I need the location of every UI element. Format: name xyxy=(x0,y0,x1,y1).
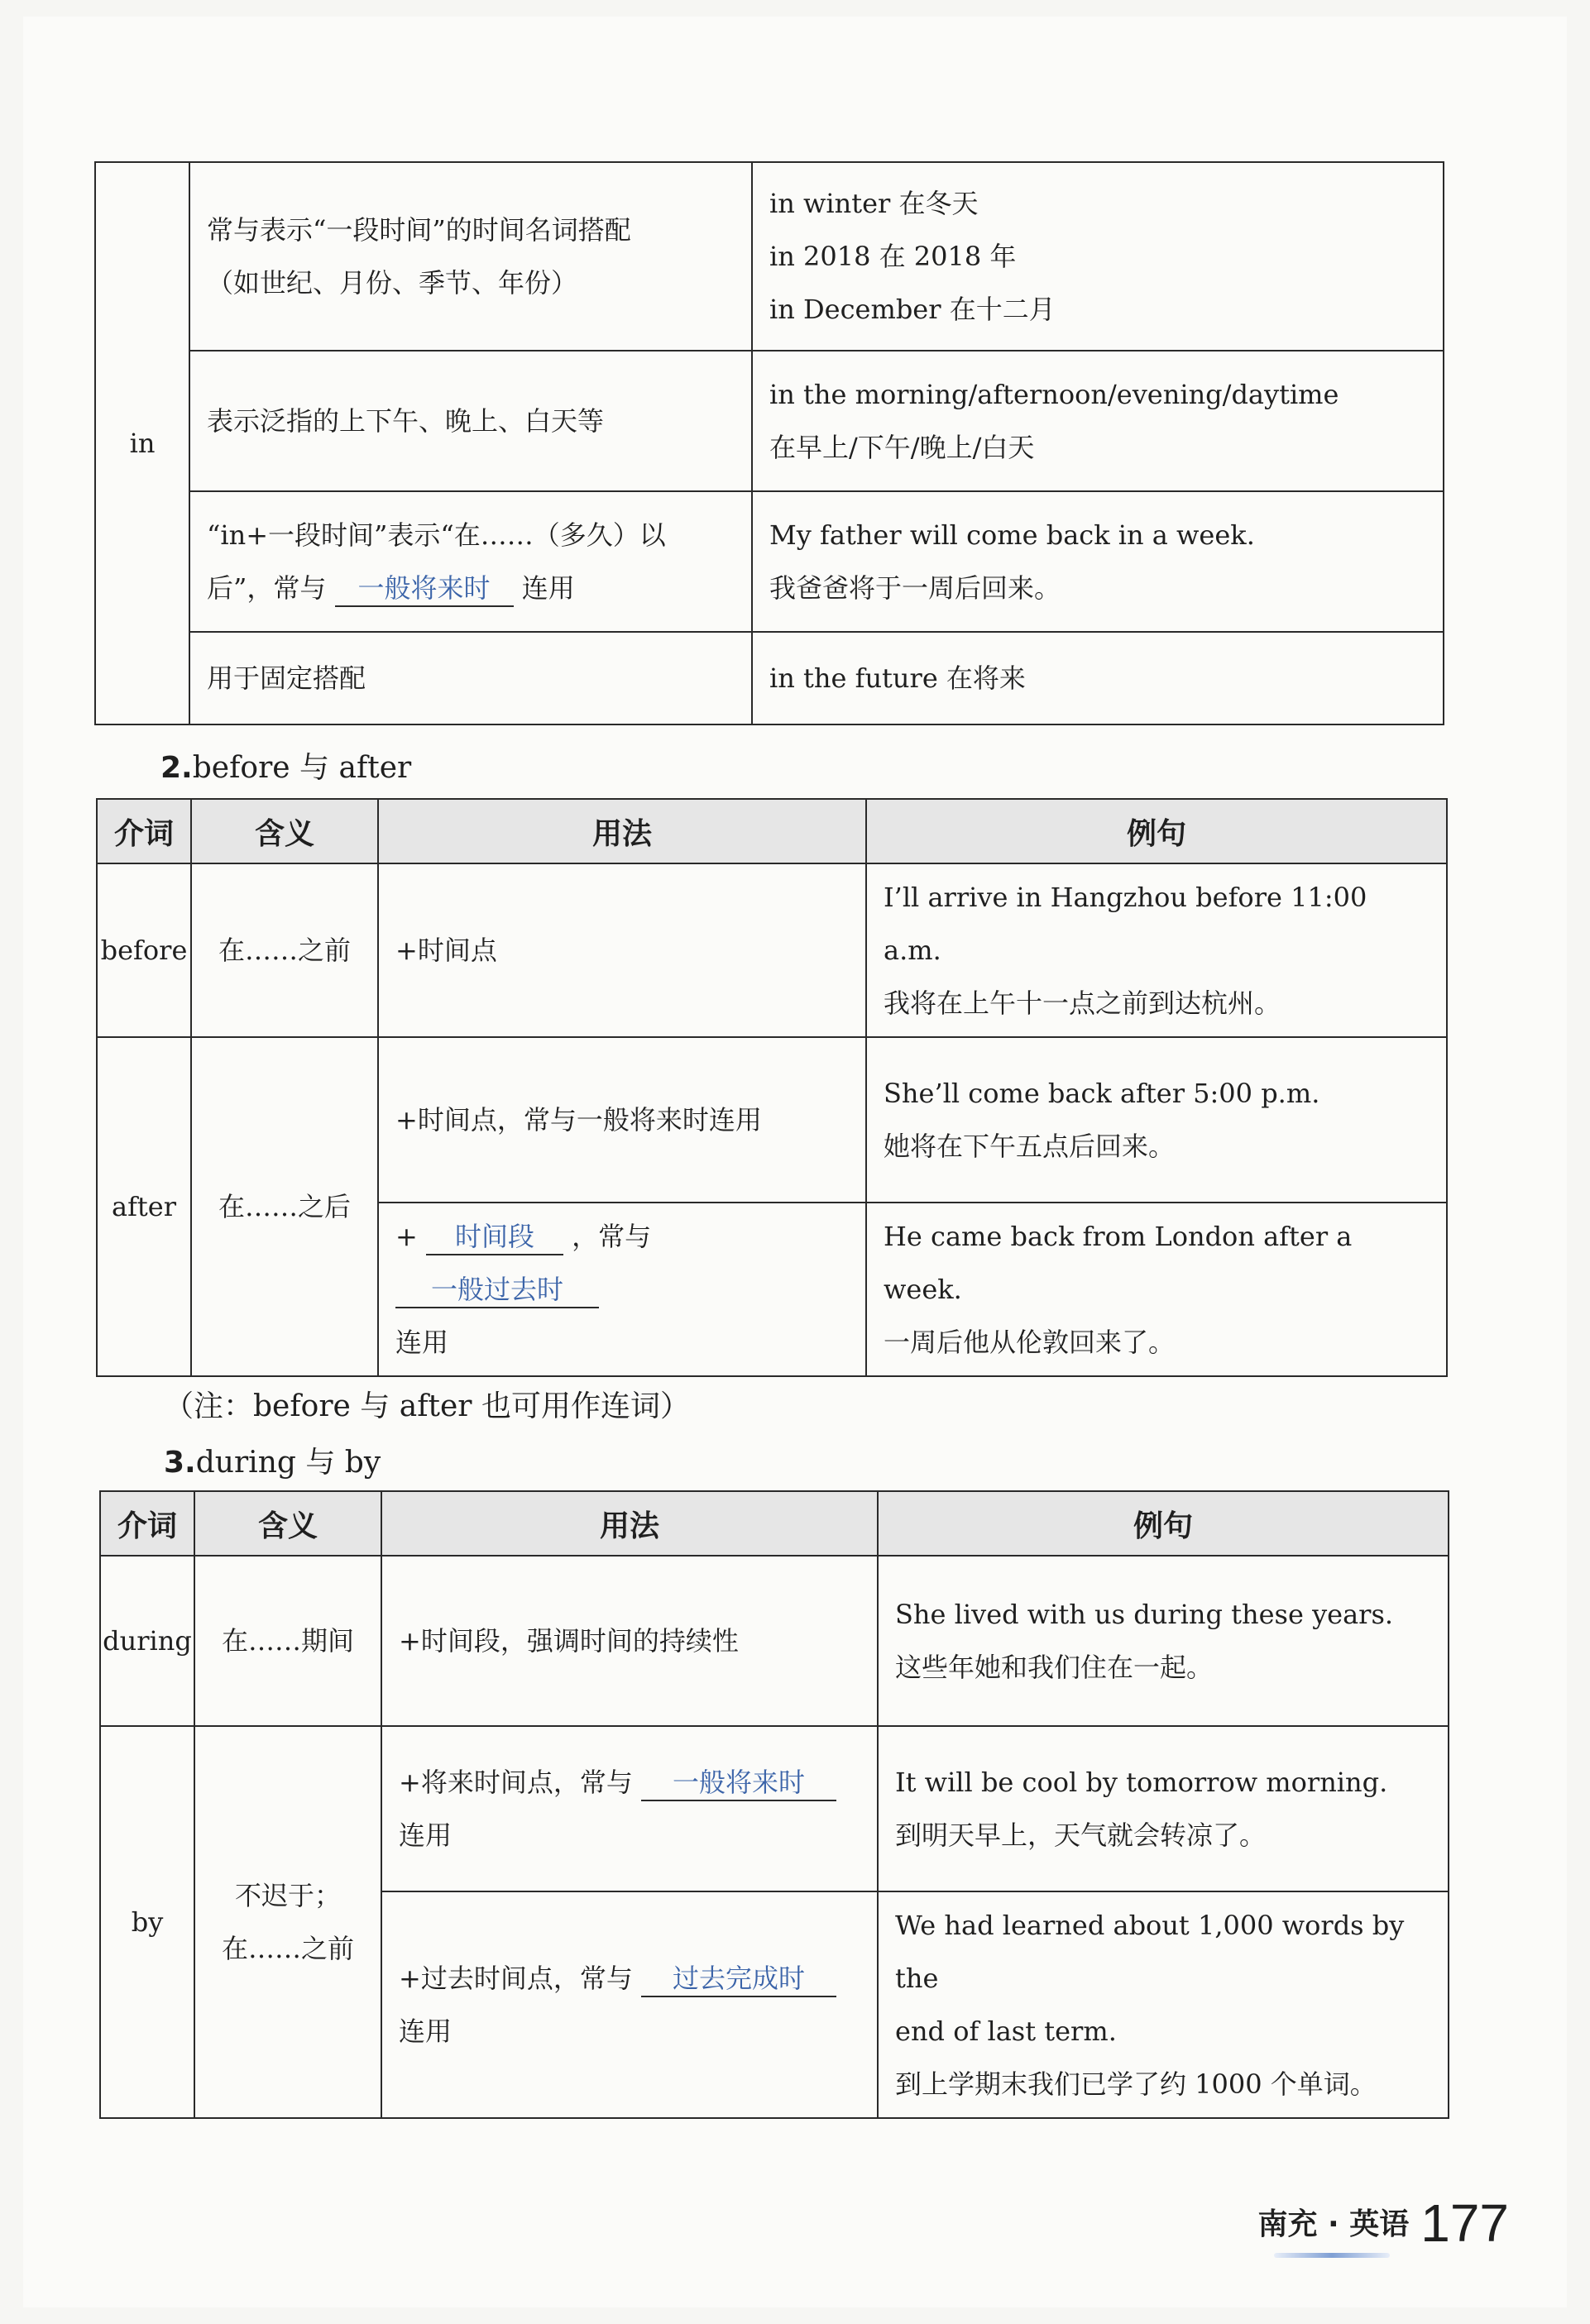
example-line: in 2018 在 2018 年 xyxy=(769,241,1017,272)
header-prep: 介词 xyxy=(97,799,191,863)
usage-cell: +时间段，强调时间的持续性 xyxy=(381,1556,878,1726)
example-line: 一周后他从伦敦回来了。 xyxy=(884,1327,1176,1358)
example-line: We had learned about 1,000 words by the xyxy=(895,1910,1405,1994)
usage-line xyxy=(207,562,735,614)
answer-blank: 一般将来时 xyxy=(335,571,514,607)
section-number: 3. xyxy=(164,1446,196,1480)
usage-line: 用于固定搭配 xyxy=(207,662,366,694)
page-footer xyxy=(1257,2183,1509,2253)
header-usage: 用法 xyxy=(378,799,866,863)
usage-line xyxy=(399,1952,860,2005)
example-cell xyxy=(878,1726,1449,1891)
example-line: in December 在十二月 xyxy=(769,294,1056,325)
header-usage: 用法 xyxy=(381,1491,878,1556)
table-before-after xyxy=(96,798,1448,1377)
usage-cell xyxy=(381,1726,878,1891)
section-number: 2. xyxy=(160,751,193,785)
header-example: 例句 xyxy=(866,799,1447,863)
example-cell xyxy=(752,162,1444,351)
page-number: 177 xyxy=(1420,2193,1509,2253)
usage-line xyxy=(399,1756,860,1809)
example-line: 我将在上午十一点之前到达杭州。 xyxy=(884,987,1281,1019)
usage-text: +过去时间点，常与 xyxy=(399,1963,633,1994)
example-line: He came back from London after a week. xyxy=(884,1221,1353,1305)
prep-before: before xyxy=(97,863,191,1037)
usage-cell xyxy=(189,351,752,491)
example-cell xyxy=(878,1891,1449,2118)
example-line: in the morning/afternoon/evening/daytime xyxy=(769,379,1339,410)
meaning-line: 不迟于； xyxy=(234,1880,341,1911)
example-cell xyxy=(866,863,1447,1037)
meaning-cell xyxy=(194,1726,381,2118)
table-during-by xyxy=(99,1490,1449,2119)
answer-blank: 一般将来时 xyxy=(641,1765,836,1801)
usage-cell xyxy=(189,162,752,351)
example-cell xyxy=(866,1037,1447,1203)
usage-text: 后”，常与 xyxy=(207,572,327,604)
example-line: in the future 在将来 xyxy=(769,662,1026,694)
header-prep: 介词 xyxy=(100,1491,194,1556)
example-line: She lived with us during these years. xyxy=(895,1599,1394,1630)
section-3-heading xyxy=(164,1439,381,1481)
note: （注：before 与 after 也可用作连词） xyxy=(164,1389,690,1423)
meaning-cell: 在……之前 xyxy=(191,863,378,1037)
section-2-heading xyxy=(160,744,411,787)
usage-line: 连用 xyxy=(399,1820,453,1851)
usage-line: 连用 xyxy=(395,1327,449,1358)
example-line: 我爸爸将于一周后回来。 xyxy=(769,572,1061,604)
prep-after: after xyxy=(97,1037,191,1376)
example-line: 这些年她和我们住在一起。 xyxy=(895,1652,1214,1683)
usage-cell: +时间点 xyxy=(378,863,866,1037)
footer-label: 南充 · 英语 xyxy=(1257,2207,1410,2241)
example-line: 在早上/下午/晚上/白天 xyxy=(769,432,1035,463)
example-line: My father will come back in a week. xyxy=(769,519,1255,551)
answer-blank: 时间段 xyxy=(426,1219,563,1255)
header-meaning: 含义 xyxy=(191,799,378,863)
answer-blank: 一般过去时 xyxy=(395,1272,599,1308)
usage-text: ，常与 xyxy=(572,1221,652,1252)
example-line: 她将在下午五点后回来。 xyxy=(884,1131,1176,1162)
usage-line xyxy=(395,1210,849,1316)
example-line: end of last term. xyxy=(895,2016,1117,2047)
example-line: She’ll come back after 5:00 p.m. xyxy=(884,1078,1320,1109)
usage-cell xyxy=(189,491,752,632)
usage-line: （如世纪、月份、季节、年份） xyxy=(207,267,578,299)
example-line: in winter 在冬天 xyxy=(769,188,979,219)
answer-blank: 过去完成时 xyxy=(641,1961,836,1997)
header-example: 例句 xyxy=(878,1491,1449,1556)
example-line: It will be cool by tomorrow morning. xyxy=(895,1767,1388,1798)
example-cell xyxy=(752,351,1444,491)
usage-line: “in+一段时间”表示“在……（多久）以 xyxy=(207,519,666,551)
section-title: during 与 by xyxy=(195,1446,381,1480)
header-meaning: 含义 xyxy=(194,1491,381,1556)
example-line: 到上学期末我们已学了约 1000 个单词。 xyxy=(895,2068,1377,2100)
example-cell xyxy=(752,632,1444,724)
usage-line: 表示泛指的上下午、晚上、白天等 xyxy=(207,405,605,437)
meaning-cell: 在……之后 xyxy=(191,1037,378,1376)
usage-cell xyxy=(378,1203,866,1376)
usage-text: + xyxy=(395,1221,418,1252)
example-cell xyxy=(752,491,1444,632)
usage-text: 连用 xyxy=(521,572,575,604)
example-line: 到明天早上，天气就会转凉了。 xyxy=(895,1820,1267,1851)
table-in xyxy=(94,161,1444,725)
meaning-cell: 在……期间 xyxy=(194,1556,381,1726)
usage-cell: +时间点，常与一般将来时连用 xyxy=(378,1037,866,1203)
usage-line: 常与表示“一段时间”的时间名词搭配 xyxy=(207,214,631,246)
prep-in: in xyxy=(95,162,189,724)
example-cell xyxy=(866,1203,1447,1376)
usage-cell xyxy=(189,632,752,724)
usage-cell xyxy=(381,1891,878,2118)
prep-during: during xyxy=(100,1556,194,1726)
prep-by: by xyxy=(100,1726,194,2118)
example-line: I’ll arrive in Hangzhou before 11:00 a.m. xyxy=(884,882,1367,966)
example-cell xyxy=(878,1556,1449,1726)
section-title: before 与 after xyxy=(192,751,412,785)
meaning-line: 在……之前 xyxy=(221,1933,354,1964)
usage-line: 连用 xyxy=(399,2016,453,2047)
usage-text: +将来时间点，常与 xyxy=(399,1767,633,1798)
footer-decoration xyxy=(1274,2253,1390,2258)
